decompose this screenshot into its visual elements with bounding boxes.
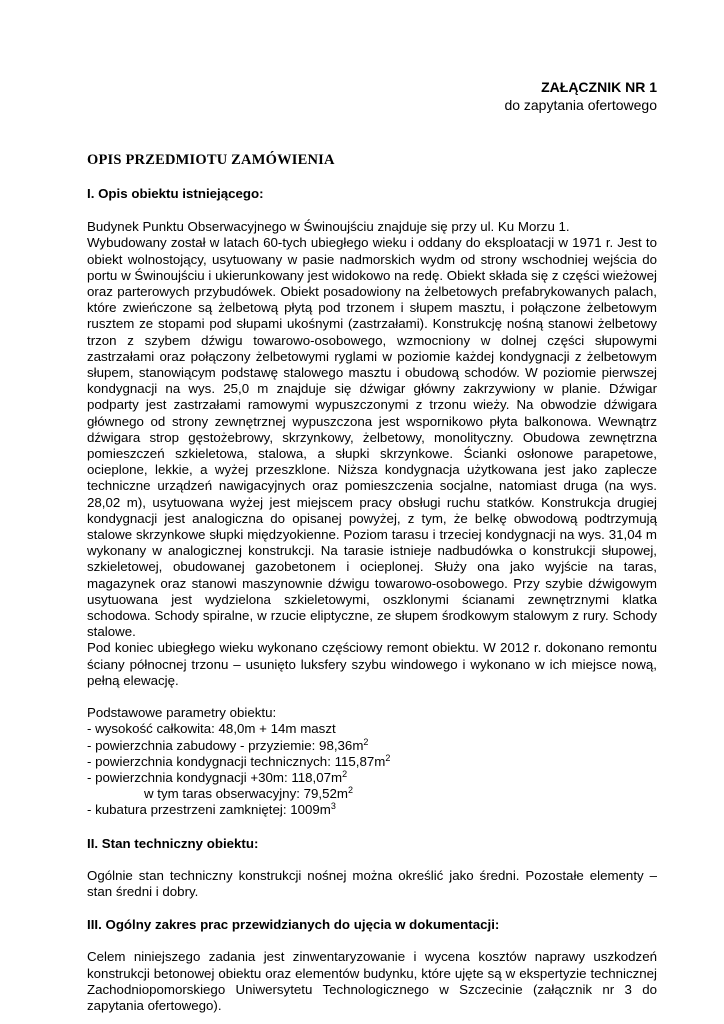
section-1-body (87, 219, 657, 689)
parameter-item (87, 738, 657, 754)
parameter-item (87, 786, 657, 802)
parameter-label: - kubatura przestrzeni zamkniętej: 1009m (87, 802, 331, 818)
parameters-heading: Podstawowe parametry obiektu: (87, 705, 277, 721)
parameter-unit-exponent: 2 (342, 768, 348, 779)
attachment-title: ZAŁĄCZNIK NR 1 (541, 79, 657, 95)
parameter-unit-exponent: 2 (347, 785, 353, 796)
parameter-label: - powierzchnia kondygnacji +30m: 118,07m (87, 769, 343, 785)
attachment-subtitle: do zapytania ofertowego (504, 97, 657, 113)
document-title: OPIS PRZEDMIOTU ZAMÓWIENIA (87, 152, 335, 168)
parameter-unit-exponent: 3 (330, 801, 336, 812)
section-3-heading: III. Ogólny zakres prac przewidzianych do ujęcia w dokumentacji: (87, 917, 500, 933)
document-page (87, 78, 657, 1014)
parameter-item (87, 770, 657, 786)
section-1-description: Wybudowany został w latach 60-tych ubiegłego wieku i oddany do eksploatacji w 1971 r. Jest to obiekt wolnostojący, usytuowany w pasie nadmorskich wydm od strony wschodniej wejścia do portu w Świnoujściu i ukierunkowany jest widokowo na redę. Obiekt składa się z części wieżowej oraz parterowych przybudówek. Obiekt posadowiony na żelbetowych prefabrykowanych palach, które zwieńczone są żelbetową płytą pod trzonem i słupem masztu, i połączone żelbetowym rusztem ze stopami pod słupami ukośnymi (zastrzałami). Konstrukcję nośną stanowi żelbetowy trzon z szybem dźwigu towarowo-osobowego, wzmocniony w dolnej części słupowymi zastrzałami oraz połączony żelbetowymi ryglami w poziomie każdej kondygnacji z żelbetowym słupem, stanowiącym podstawę stalowego masztu i obudową schodów. W poziomie pierwszej kondygnacji na wys. 25,0 m znajduje się dźwigar główny zakrzywiony w planie. Dźwigar podparty jest zastrzałami ramowymi wypuszczonymi z trzonu wieży. Na obwodzie dźwigara głównego od strony zewnętrznej wypuszczona jest wspornikowo płyta balkonowa. Wewnątrz dźwigara strop gęstożebrowy, skrzynkowy, żelbetowy, monolityczny. Obudowa zewnętrzna pomieszczeń szkieletowa, stalowa, a słupki skrzynkowe. Ścianki osłonowe parapetowe, ocieplone, lekkie, a wyżej przeszklone. Niższa kondygnacja użytkowana jest jako zaplecze techniczne urządzeń nawigacyjnych oraz pomieszczenia socjalne, natomiast druga (na wys. 28,02 m), usytuowana wyżej jest miejscem pracy obsługi ruchu statków. Konstrukcja drugiej kondygnacji jest analogiczna do opisanej powyżej, z tym, że belkę obwodową podtrzymują stalowe skrzynkowe słupki międzyokienne. Poziom tarasu i trzeciej kondygnacji na wys. 31,04 m wykonany w analogicznej konstrukcji. Na tarasie istnieje nadbudówka o konstrukcji słupowej, szkieletowej, obudowanej gazobetonem i ocieplonej. Służy ona jako wyjście na taras, magazynek oraz stanowi maszynownie dźwigu towarowo-osobowego. Przy szybie dźwigowym usytuowana jest wydzielona szkieletowymi, oszklonymi ścianami zewnętrznymi klatka schodowa. Schody spiralne, w rzucie eliptyczne, ze słupem środkowym stalowym z rury. Schody stalowe. (87, 235, 657, 640)
parameters-list (87, 705, 657, 818)
section-2-heading: II. Stan techniczny obiektu: (87, 835, 259, 851)
parameter-label: w tym taras obserwacyjny: 79,52m (144, 786, 348, 802)
section-1-renovation: Pod koniec ubiegłego wieku wykonano częściowy remont obiektu. W 2012 r. dokonano remontu ściany północnej trzonu – usunięto luksfery szybu windowego i wykonano w ich miejsce nową, pełną elewację. (87, 640, 657, 688)
attachment-header (87, 78, 657, 114)
parameter-unit-exponent: 2 (363, 736, 369, 747)
parameter-item (87, 802, 657, 818)
section-3-text: Celem niniejszego zadania jest zinwentaryzowanie i wycena kosztów naprawy uszkodzeń konstrukcji betonowej obiektu oraz elementów budynku, które ujęte są w ekspertyzie technicznej Zachodniopomorskiego Uniwersytetu Technologicznego w Szczecinie (załącznik nr 3 do zapytania ofertowego). (87, 949, 657, 1013)
section-2-text: Ogólnie stan techniczny konstrukcji nośnej można określić jako średni. Pozostałe elementy – stan średni i dobry. (87, 867, 657, 899)
section-1-intro: Budynek Punktu Obserwacyjnego w Świnoujściu znajduje się przy ul. Ku Morzu 1. (87, 219, 570, 235)
parameter-label: - powierzchnia kondygnacji technicznych: 115,87m (87, 753, 386, 769)
parameter-item (87, 754, 657, 770)
parameter-label: - powierzchnia zabudowy - przyziemie: 98,36m (87, 737, 364, 753)
section-1-heading: I. Opis obiektu istniejącego: (87, 186, 264, 201)
parameter-unit-exponent: 2 (385, 752, 391, 763)
parameter-label: - wysokość całkowita: 48,0m + 14m maszt (87, 721, 336, 737)
parameter-item (87, 721, 657, 737)
